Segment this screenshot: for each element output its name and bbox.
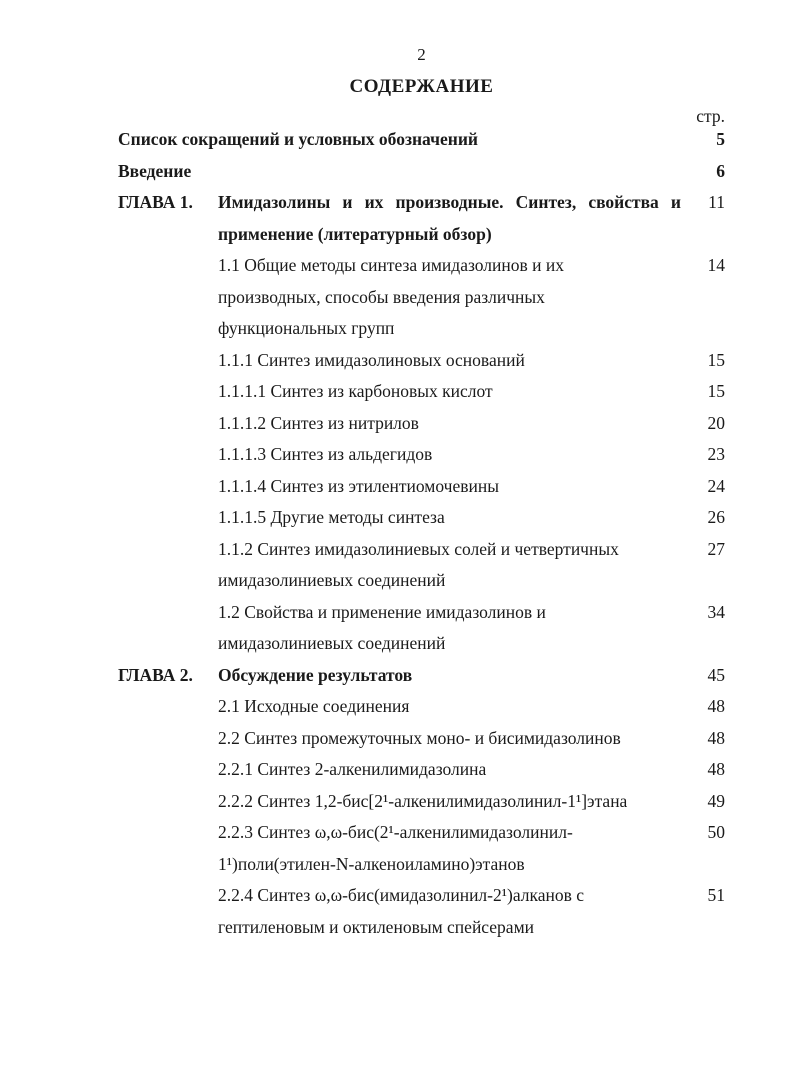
toc-entry-page: 27 bbox=[707, 538, 725, 559]
toc-entry-line: 2.2 Синтез промежуточных моно- и бисимидазолинов bbox=[218, 727, 621, 748]
toc-entry-line: 2.2.4 Синтез ω,ω-бис(имидазолинил-2¹)алканов с bbox=[218, 885, 584, 905]
toc-entry-line: 1.2 Свойства и применение имидазолинов и bbox=[218, 601, 546, 622]
toc-entry-page: 23 bbox=[707, 444, 725, 464]
toc-entry-text bbox=[218, 471, 681, 503]
toc-entry bbox=[118, 754, 725, 786]
toc-entry bbox=[118, 534, 725, 597]
toc-entry-line: применение (литературный обзор) bbox=[218, 223, 492, 244]
toc-entry-text bbox=[118, 156, 681, 188]
toc-entry-page: 15 bbox=[707, 349, 725, 370]
toc-entry bbox=[118, 250, 725, 345]
toc-entry-text bbox=[218, 817, 681, 880]
toc-entry-line: 2.2.2 Синтез 1,2-бис[2¹-алкенилимидазолинил-1¹]этана bbox=[218, 790, 628, 811]
toc-entry-page: 51 bbox=[707, 885, 725, 905]
toc-entry bbox=[118, 786, 725, 818]
toc-entry-line: Список сокращений и условных обозначений bbox=[118, 129, 478, 149]
toc-entry-line: 1.1.1 Синтез имидазолиновых оснований bbox=[218, 349, 525, 370]
toc-entry-line: имидазолиниевых соединений bbox=[218, 570, 446, 590]
toc-entry bbox=[118, 376, 725, 408]
toc-entry-page: 34 bbox=[707, 601, 725, 622]
toc-entry-text bbox=[218, 691, 681, 723]
toc-entry-text bbox=[118, 124, 681, 156]
page-column-header: стр. bbox=[696, 106, 725, 126]
toc-entry-page: 6 bbox=[716, 160, 725, 181]
toc-entry-line: 1.1.1.4 Синтез из этилентиомочевины bbox=[218, 475, 499, 496]
toc-entry bbox=[118, 502, 725, 534]
toc-entry bbox=[118, 880, 725, 943]
toc-entry-line: 1.1 Общие методы синтеза имидазолинов и их bbox=[218, 255, 565, 275]
toc-entry-line: производных, способы введения различных bbox=[218, 286, 545, 307]
toc-entry-page: 5 bbox=[716, 129, 725, 149]
toc-entry bbox=[118, 345, 725, 377]
toc-entry-page: 48 bbox=[707, 727, 725, 748]
toc-entry-page: 48 bbox=[707, 696, 725, 716]
toc-entry-line: 1.1.2 Синтез имидазолиниевых солей и четвертичных bbox=[218, 538, 619, 559]
table-of-contents bbox=[118, 124, 725, 943]
toc-entry-text bbox=[218, 250, 681, 345]
toc-entry-text bbox=[218, 376, 681, 408]
toc-entry-label: ГЛАВА 1. bbox=[118, 192, 193, 212]
toc-entry bbox=[118, 156, 725, 188]
toc-entry-line: Обсуждение результатов bbox=[218, 664, 413, 685]
toc-entry-line: 1.1.1.1 Синтез из карбоновых кислот bbox=[218, 381, 493, 401]
toc-entry-line: гептиленовым и октиленовым спейсерами bbox=[218, 916, 535, 937]
toc-entry-line: 2.2.1 Синтез 2-алкенилимидазолина bbox=[218, 759, 487, 779]
toc-entry-line: функциональных групп bbox=[218, 318, 395, 338]
toc-entry-line: 1.1.1.3 Синтез из альдегидов bbox=[218, 444, 433, 464]
toc-entry-text bbox=[218, 723, 681, 755]
toc-entry-text bbox=[218, 502, 681, 534]
toc-entry-text bbox=[218, 408, 681, 440]
toc-entry-page: 49 bbox=[707, 790, 725, 811]
toc-entry-line: имидазолиниевых соединений bbox=[218, 633, 446, 653]
toc-entry-page: 24 bbox=[707, 475, 725, 496]
toc-entry bbox=[118, 439, 725, 471]
toc-entry-text bbox=[218, 880, 681, 943]
toc-entry bbox=[118, 408, 725, 440]
toc-entry-line: Имидазолины и их производные. Синтез, свойства и bbox=[218, 192, 681, 212]
toc-entry-text bbox=[218, 345, 681, 377]
toc-entry-page: 14 bbox=[707, 255, 725, 275]
toc-entry-text bbox=[218, 439, 681, 471]
toc-entry bbox=[118, 187, 725, 250]
toc-entry bbox=[118, 723, 725, 755]
toc-entry-label: ГЛАВА 2. bbox=[118, 664, 193, 685]
toc-entry-text bbox=[218, 534, 681, 597]
toc-entry bbox=[118, 124, 725, 156]
page-title: СОДЕРЖАНИЕ bbox=[349, 76, 494, 97]
toc-entry-line: 1.1.1.5 Другие методы синтеза bbox=[218, 507, 445, 527]
toc-entry-line: 2.2.3 Синтез ω,ω-бис(2¹-алкенилимидазолинил- bbox=[218, 822, 573, 842]
toc-entry bbox=[118, 471, 725, 503]
toc-entry-text bbox=[218, 754, 681, 786]
toc-entry-page: 45 bbox=[707, 664, 725, 685]
toc-entry-line: 1.1.1.2 Синтез из нитрилов bbox=[218, 412, 419, 433]
page-number: 2 bbox=[417, 45, 426, 64]
toc-entry-page: 50 bbox=[707, 822, 725, 842]
toc-entry-text bbox=[218, 660, 681, 692]
toc-entry bbox=[118, 691, 725, 723]
toc-entry bbox=[118, 597, 725, 660]
toc-entry-page: 15 bbox=[707, 381, 725, 401]
toc-entry bbox=[118, 660, 725, 692]
toc-entry-page: 26 bbox=[707, 507, 725, 527]
toc-entry-text bbox=[218, 597, 681, 660]
toc-entry-page: 20 bbox=[707, 412, 725, 433]
toc-entry-page: 48 bbox=[707, 759, 725, 779]
toc-entry-text bbox=[218, 187, 681, 250]
toc-entry-page: 11 bbox=[708, 192, 725, 212]
toc-entry-line: 2.1 Исходные соединения bbox=[218, 696, 410, 716]
toc-entry-line: 1¹)поли(этилен-N-алкеноиламино)этанов bbox=[218, 853, 525, 874]
toc-entry-line: Введение bbox=[118, 160, 192, 181]
toc-entry-text bbox=[218, 786, 681, 818]
toc-entry bbox=[118, 817, 725, 880]
